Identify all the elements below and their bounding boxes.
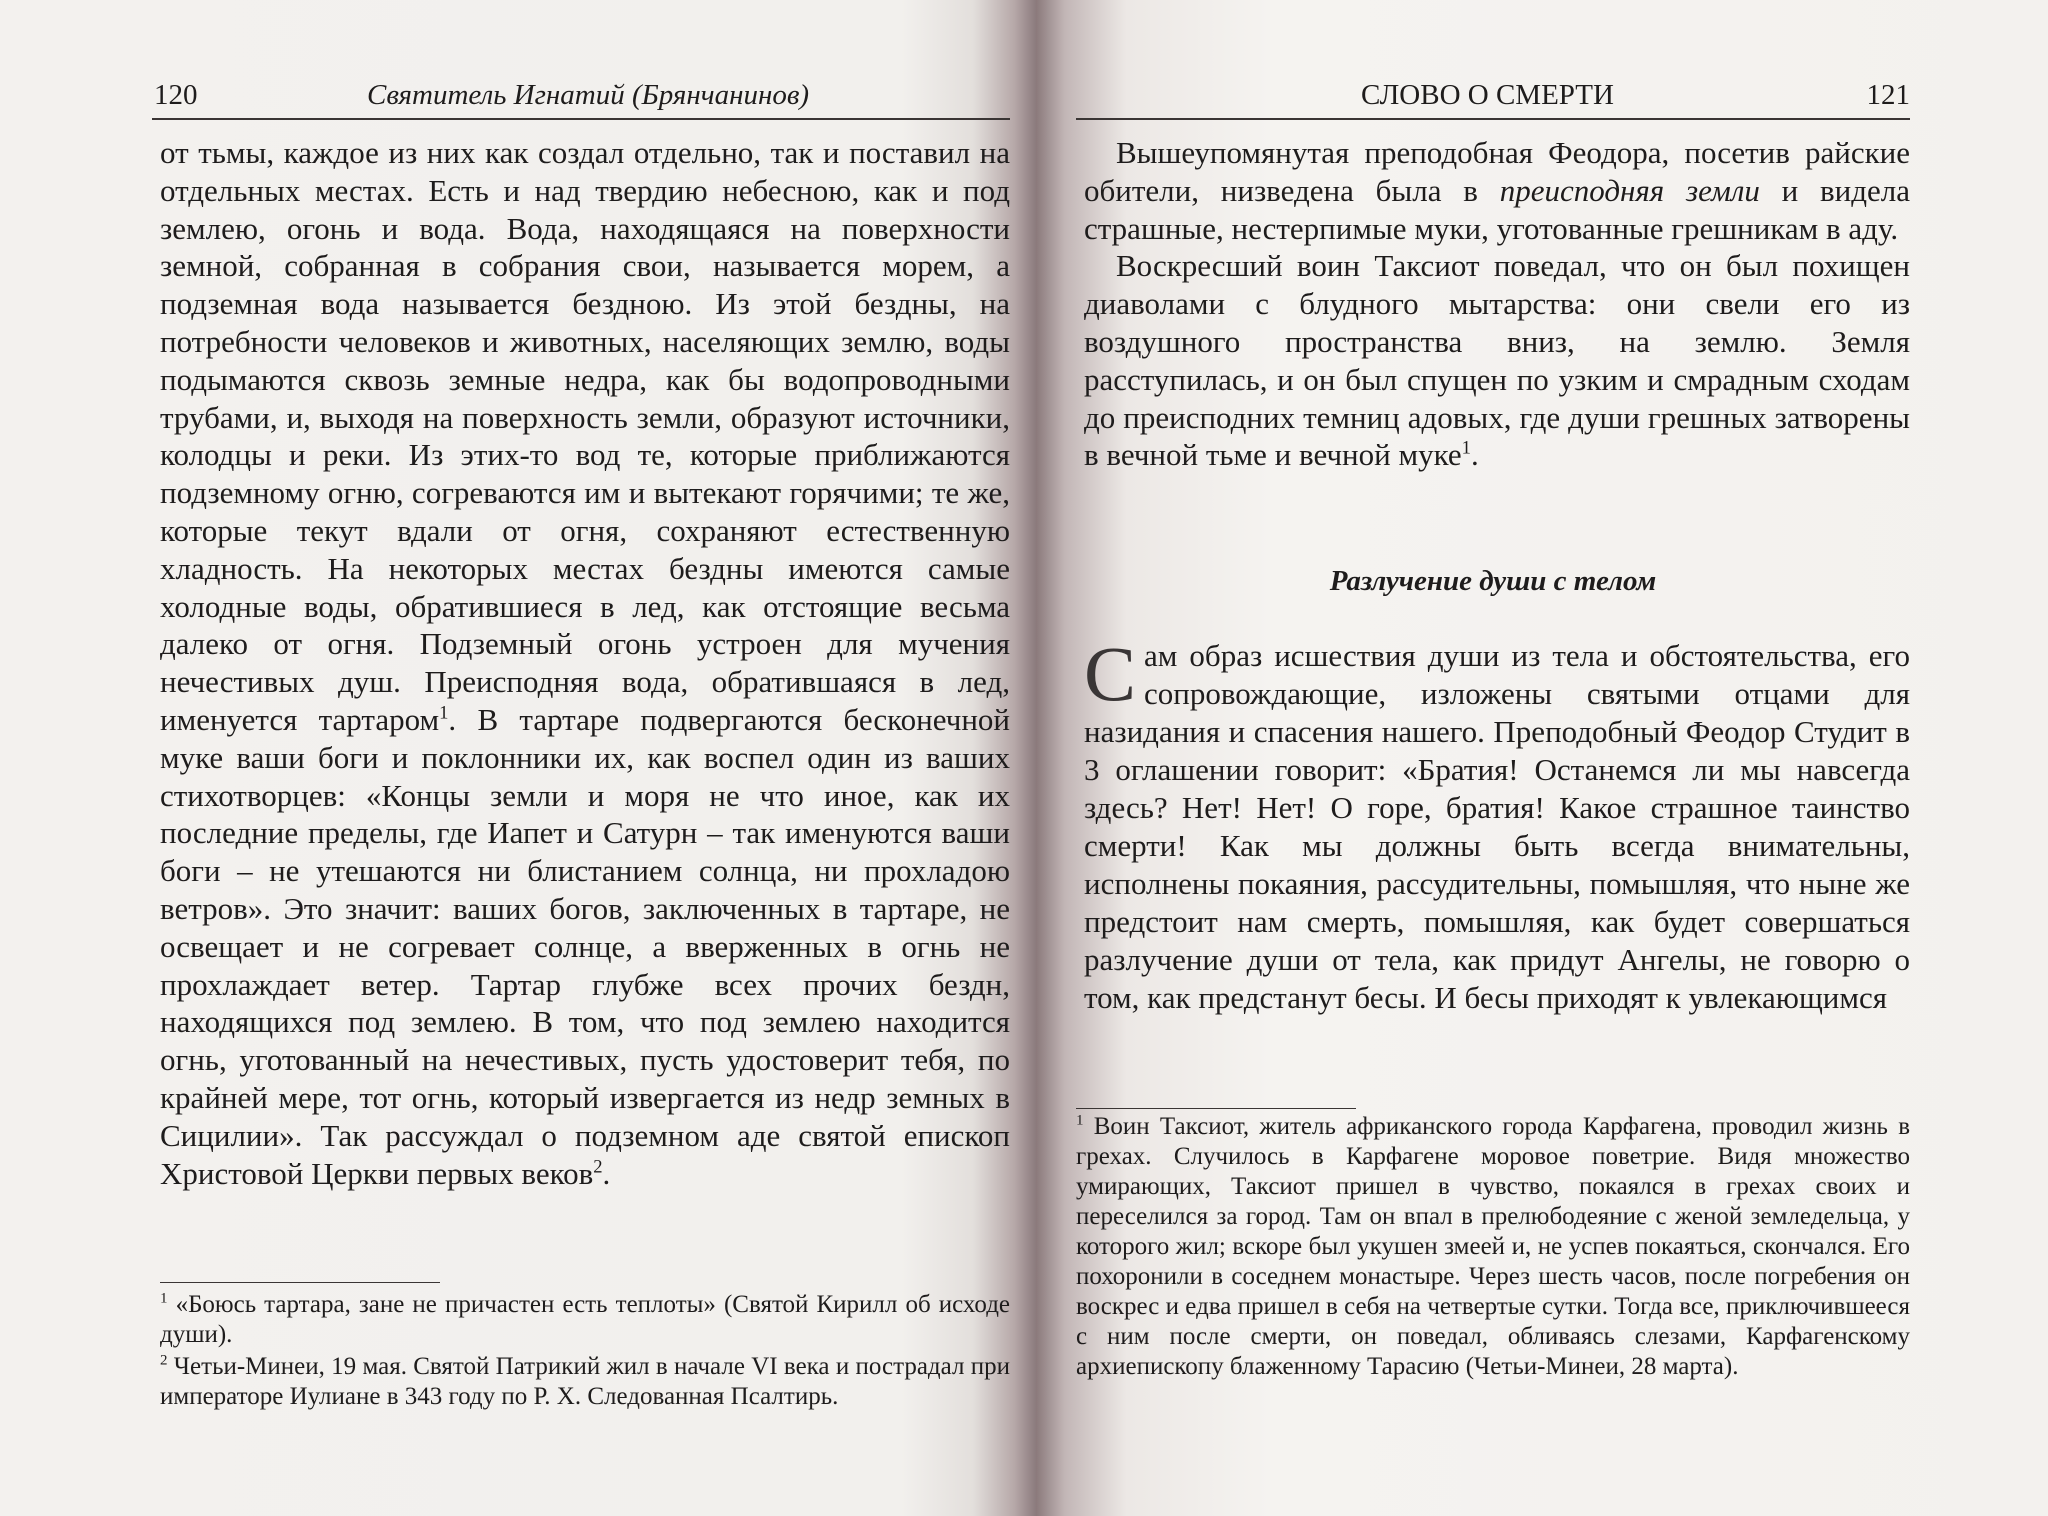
left-paragraph-part2: . В тартаре подвергаются бесконечной муке ваши боги и поклонники их, как воспел один из ваших стихотворцев: «Концы земли и моря не что иное, как их последние пределы, где Иапет и Сатурн – так именуются ваши боги – не утешаются ни блистанием солнца, ни прохладою ветров». Это значит: ваших богов, заключенных в тартаре, не освещает и не согревает солнце, а вверженных в огнь не прохлаждает ветер. Тартар глубже всех прочих бездн, находящихся под землею. В том, что под землею находится огнь, уготованный на нечестивых, пусть удостоверит тебя, по крайней мере, тот огнь, который извергается из недр земных в Сицилии». Так рассуждал о подземном аде святой епископ Христовой Церкви первых веков bbox=[160, 701, 1010, 1191]
footnote-mark: 2 bbox=[160, 1352, 168, 1369]
right-page bbox=[1076, 0, 1910, 1516]
left-footnote-rule bbox=[160, 1282, 440, 1283]
right-footnote-rule bbox=[1076, 1108, 1356, 1109]
footnote: $^1$ Воин Таксиот, житель африканского города Карфагена, проводил жизнь в грехах. Случилось в Карфагене моровое поветрие. Видя множество умирающих, Таксиот пришел в чувство, покаялся в грехах своих и переселился за город. Там он впал в прелюбодеяние с женой земледельца, у которого жил; вскоре был укушен змеей и, не успев покаяться, скончался. Его похоронили в соседнем монастыре. Через шесть часов, после погребения он воскрес и едва пришел в себя на четвертые сутки. Тогда все, приключившееся с ним после смерти, он поведал, обливаясь слезами, Карфагенскому архиепископу блаженному Тарасию (Четьи-Минеи, 28 марта). bbox=[1076, 1112, 1910, 1380]
left-paragraph-part1: от тьмы, каждое из них как создал отдельно, так и поставил на отдельных местах. Есть и над твердию небесною, как и под землею, огонь и вода. Вода, находящаяся на поверхности земной, собранная в собрания свои, называется морем, а подземная вода называется бездною. Из этой бездны, на потребности человеков и животных, населяющих землю, воды подымаются сквозь земные недра, как бы водопроводными трубами, и, выходя на поверхность земли, образуют источники, колодцы и реки. Из этих-то вод те, которые приближаются подземному огню, согреваются им и вытекают горячими; те же, которые текут вдали от огня, сохраняют естественную хладность. На некоторых местах бездны имеются самые холодные воды, обратившиеся в лед, как отстоящие весьма далеко от огня. Подземный огонь устроен для мучения нечестивых душ. Преисподняя вода, обратившаяся в лед, именуется тартаром bbox=[160, 135, 1010, 737]
paragraph-with-dropcap: Сам образ исшествия души из тела и обстоятельства, его сопровождающие, изложены святыми отцами для назидания и спасения нашего. Преподобный Феодор Студит в 3 оглашении говорит: «Братия! Останемся ли мы навсегда здесь? Нет! Нет! О горе, братия! Какое страшное таинство смерти! Как мы должны быть всегда внимательны, исполнены покаяния, рассудительны, помышляя, что ныне же предстоит нам смерть, помышляя, как будет совершаться разлучение души от тела, как придут Ангелы, не говорю о том, как предстанут бесы. И бесы приходят к увлекающимся bbox=[1084, 630, 1910, 1015]
footnote: $^2$ Четьи-Минеи, 19 мая. Святой Патрикий жил в начале VI века и пострадал при императоре Иулиане в 343 году по Р. Х. Следованная Псалтирь. bbox=[160, 1352, 1010, 1410]
note-mark: 2 bbox=[593, 1156, 603, 1178]
paragraph: Воскресший воин Таксиот поведал, что он был похищен диаволами с блудного мытарства: они свели его из воздушного пространства вниз, на землю. Земля расступилась, и он был спущен по узким и смрадным сходам до преисподних темниц адовых, где души грешных затворены в вечной тьме и вечной муке$^1$. bbox=[1084, 248, 1910, 473]
right-running-title: СЛОВО О СМЕРТИ bbox=[1361, 79, 1614, 111]
footnote-mark: 1 bbox=[1076, 1112, 1084, 1129]
left-page-number: 120 bbox=[154, 79, 198, 111]
right-body-text bbox=[1084, 134, 1910, 474]
footnote: $^1$ «Боюсь тартара, зане не причастен есть теплоты» (Святой Кирилл об исходе души). bbox=[160, 1290, 1011, 1348]
left-footnotes bbox=[160, 1290, 1010, 1414]
left-running-head bbox=[152, 72, 1010, 120]
left-running-title: Святитель Игнатий (Брянчанинов) bbox=[367, 79, 810, 111]
right-running-head bbox=[1076, 72, 1910, 120]
note-mark: 1 bbox=[1461, 438, 1471, 460]
left-page bbox=[152, 0, 1010, 1516]
right-footnotes bbox=[1076, 1112, 1910, 1384]
footnote-mark: 1 bbox=[160, 1290, 168, 1307]
drop-cap: С bbox=[1084, 630, 1137, 717]
left-body-text: от тьмы, каждое из них как создал отдельно, так и поставил на отдельных местах. Есть и над твердию небесною, как и под землею, огонь и вода. Вода, находящаяся на поверхности земной, собранная в собрания свои, называется морем, а подземная вода называется бездною. Из этой бездны, на потребности человеков и животных, населяющих землю, воды подымаются сквозь земные недра, как бы водопроводными трубами, и, выходя на поверхность земли, образуют источники, колодцы и реки. Из этих-то вод те, которые приближаются подземному огню, согреваются им и вытекают горячими; те же, которые текут вдали от огня, сохраняют естественную хладность. На некоторых местах бездны имеются самые холодные воды, обратившиеся в лед, как отстоящие весьма далеко от огня. Подземный огонь устроен для мучения нечестивых душ. Преисподняя вода, обратившаяся в лед, именуется тартаром$^1$. В тартаре подвергаются бесконечной муке ваши боги и поклонники их, как воспел один из ваших стихотворцев: «Концы земли и моря не что иное, как их последние пределы, где Иапет и Сатурн – так именуются ваши боги – не утешаются ни блистанием солнца, ни прохладою ветров». Это значит: ваших богов, заключенных в тартаре, не освещает и не согревает солнце, а вверженных в огнь не прохлаждает ветер. Тартар глубже всех прочих бездн, находящихся под землею. В том, что под землею находится огнь, уготованный на нечестивых, пусть удостоверит тебя, по крайней мере, тот огнь, который извергается из недр земных в Сицилии». Так рассуждал о подземном аде святой епископ Христовой Церкви первых веков$^2$. bbox=[160, 135, 1010, 1191]
right-page-number: 121 bbox=[1866, 79, 1910, 111]
paragraph: Вышеупомянутая преподобная Феодора, посетив райские обители, низведена была в преисподняя земли и видела страшные, нестерпимые муки, уготованные грешникам в аду. bbox=[1084, 135, 1911, 246]
section-heading: Разлучение души с телом bbox=[1329, 565, 1657, 597]
note-mark: 1 bbox=[439, 702, 449, 724]
